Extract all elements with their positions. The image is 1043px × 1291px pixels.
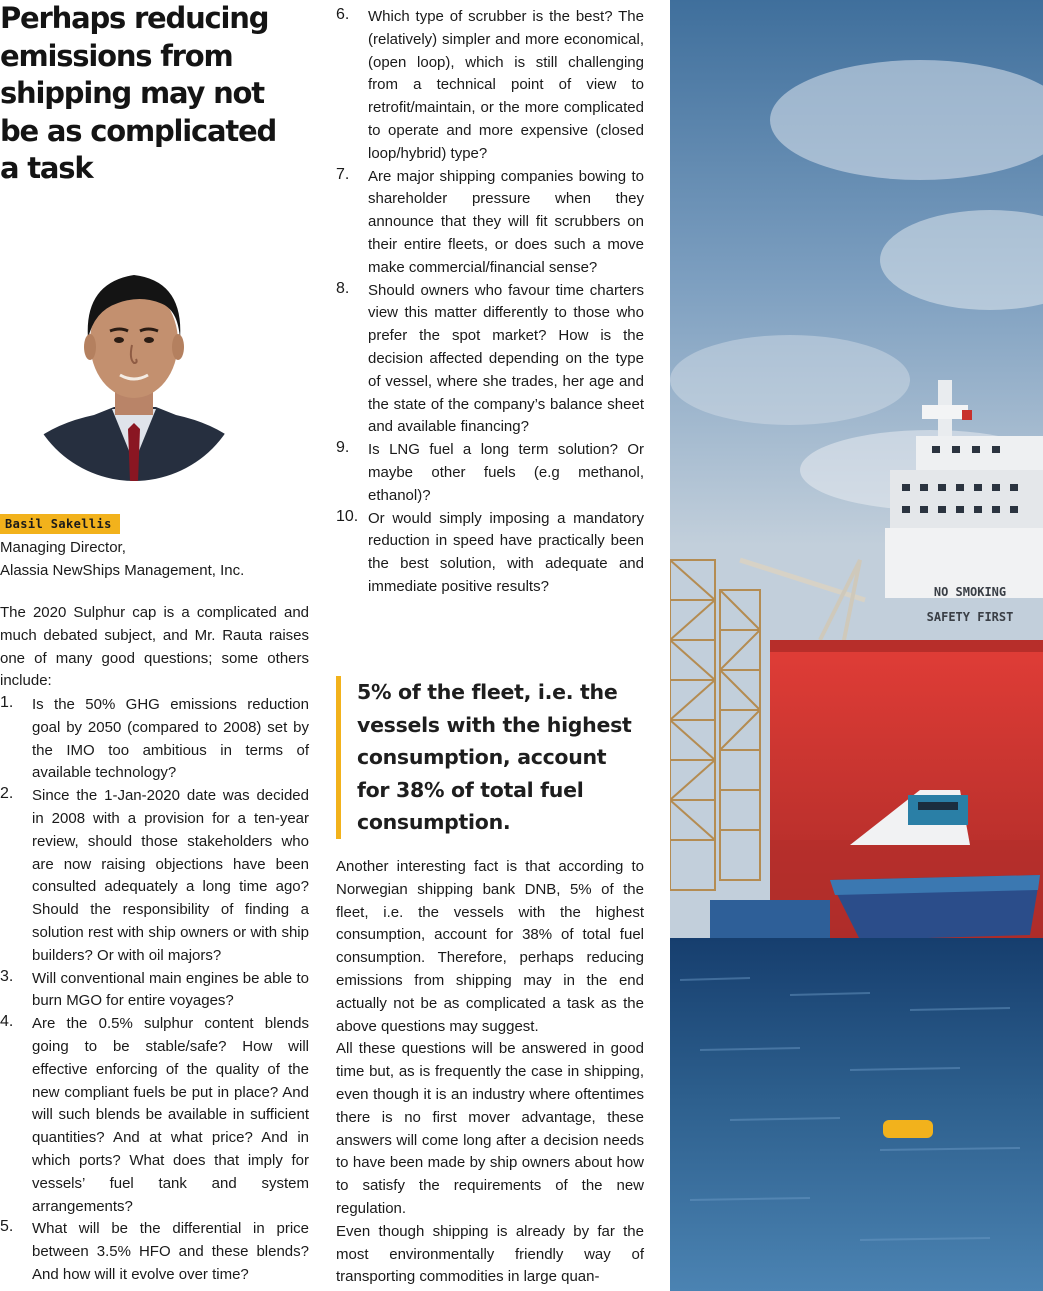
headline-line: shipping may not — [0, 76, 264, 110]
headline-line: a task — [0, 151, 93, 185]
question-number: 5. — [0, 1218, 14, 1236]
question-number: 1. — [0, 694, 14, 711]
headline — [0, 0, 300, 188]
question-text: Are the 0.5% sulphur content blends going to be stable/safe? How will effective enforcing of the quality of the new compliant fuels be put in place? And will such blends be available in sufficient quantities? And at what price? And in which ports? What does that imply for vessels’ fuel tank and system arrangements? — [32, 1015, 309, 1215]
middle-column — [336, 0, 644, 1291]
harbour-scene-illustration — [670, 0, 1043, 1291]
intro-paragraph: The 2020 Sulphur cap is a complicated and much debated subject, and Mr. Rauta raises one of many good questions; some others include: — [0, 604, 309, 690]
ship-sign-safety-first: SAFETY FIRST — [926, 610, 1014, 624]
question-text: Are major shipping companies bowing to shareholder pressure when they announce that they will fit scrubbers on their entire fleets, or does such a move make commercial/financial sense? — [368, 167, 644, 276]
question-number: 7. — [336, 165, 350, 183]
question-number: 9. — [336, 439, 350, 457]
question-text: Is the 50% GHG emissions reduction goal by 2050 (compared to 2008) set by the IMO too ambitious in terms of available technology? — [32, 696, 309, 782]
headline-line: emissions from — [0, 38, 233, 73]
body-paragraph: All these questions will be answered in good time but, as is frequently the case in shipping, even though it is an industry where oftentimes there is no first mover advantage, these answers will come long after a decision needs to have been made by ship owners about how to satisfy the requirements of the new regulation. — [336, 1040, 644, 1217]
headline-line: be as complicated — [0, 113, 277, 148]
question-number: 10. — [336, 507, 359, 525]
author-company: Alassia NewShips Management, Inc. — [0, 562, 245, 579]
question-item — [336, 508, 644, 599]
pull-quote — [336, 676, 647, 839]
question-list — [0, 694, 309, 1287]
question-text: Should owners who favour time charters view this matter differently to those who prefer the spot market? How is the decision affected depending on the type of vessel, where she trades, her age and the state of the company’s balance sheet and available financing? — [368, 281, 644, 436]
author-portrait — [32, 247, 237, 482]
pull-quote-line: vessels with the highest — [357, 712, 632, 737]
question-text: Will conventional main engines be able to burn MGO for entire voyages? — [32, 969, 309, 1010]
tanker-photo — [670, 0, 1043, 1291]
question-item — [336, 6, 644, 166]
body-paragraph: Another interesting fact is that according to Norwegian shipping bank DNB, 5% of the fleet, i.e. the vessels with the highest consumption, account for 38% of total fuel consumption. Therefore, perhaps reducing emissions from shipping may in the end actually not be as complicated a task as the above questions may suggest. — [336, 858, 644, 1035]
question-item — [336, 439, 644, 507]
question-item — [0, 1013, 309, 1218]
question-number: 3. — [0, 967, 14, 985]
question-item — [336, 280, 644, 440]
question-number: 4. — [0, 1013, 14, 1031]
author-name-tag: Basil Sakellis — [0, 514, 120, 534]
question-text: Is LNG fuel a long term solution? Or maybe other fuels (e.g methanol, ethanol)? — [368, 441, 644, 504]
pull-quote-line: for 38% of total fuel — [357, 777, 584, 802]
question-item — [336, 166, 644, 280]
question-list-continued — [336, 6, 644, 599]
question-number: 2. — [0, 785, 14, 803]
pull-quote-line: consumption. — [357, 810, 511, 835]
question-item — [0, 694, 309, 785]
pull-quote-line: consumption, account — [357, 745, 607, 770]
left-column — [0, 0, 310, 1291]
ship-sign-no-smoking: NO SMOKING — [933, 585, 1007, 599]
question-text: Since the 1-Jan-2020 date was decided in 2008 with a provision for a ten-year review, should those stakeholders who are now raising objections have been consulted adequately a long time ago? Should the responsibility of finding a solution rest with ship owners or with ship builders? Or with oil majors? — [32, 787, 309, 964]
author-role: Managing Director, — [0, 539, 126, 556]
question-number: 8. — [336, 279, 350, 297]
question-text: Which type of scrubber is the best? The (relatively) simpler and more economical, (open loop), which is still challenging from a technical point of view to retrofit/maintain, or the more complicated to operate and more expensive (closed loop/hybrid) type? — [368, 8, 644, 162]
body-paragraph: Even though shipping is already by far the most environmentally friendly way of transporting commodities in large quan- — [336, 1222, 644, 1286]
question-text: Or would simply imposing a mandatory reduction in speed have practically been the best solution, with adequate and immediate positive results? — [368, 509, 644, 595]
headline-line: Perhaps reducing — [0, 1, 269, 35]
question-text: What will be the differential in price between 3.5% HFO and these blends? And how will it evolve over time? — [32, 1220, 309, 1283]
question-item — [0, 968, 309, 1014]
question-number: 6. — [336, 6, 350, 23]
question-item — [0, 785, 309, 967]
body-text — [336, 856, 644, 1289]
pull-quote-line: 5% of the fleet, i.e. the — [357, 680, 618, 704]
question-item — [0, 1218, 309, 1286]
